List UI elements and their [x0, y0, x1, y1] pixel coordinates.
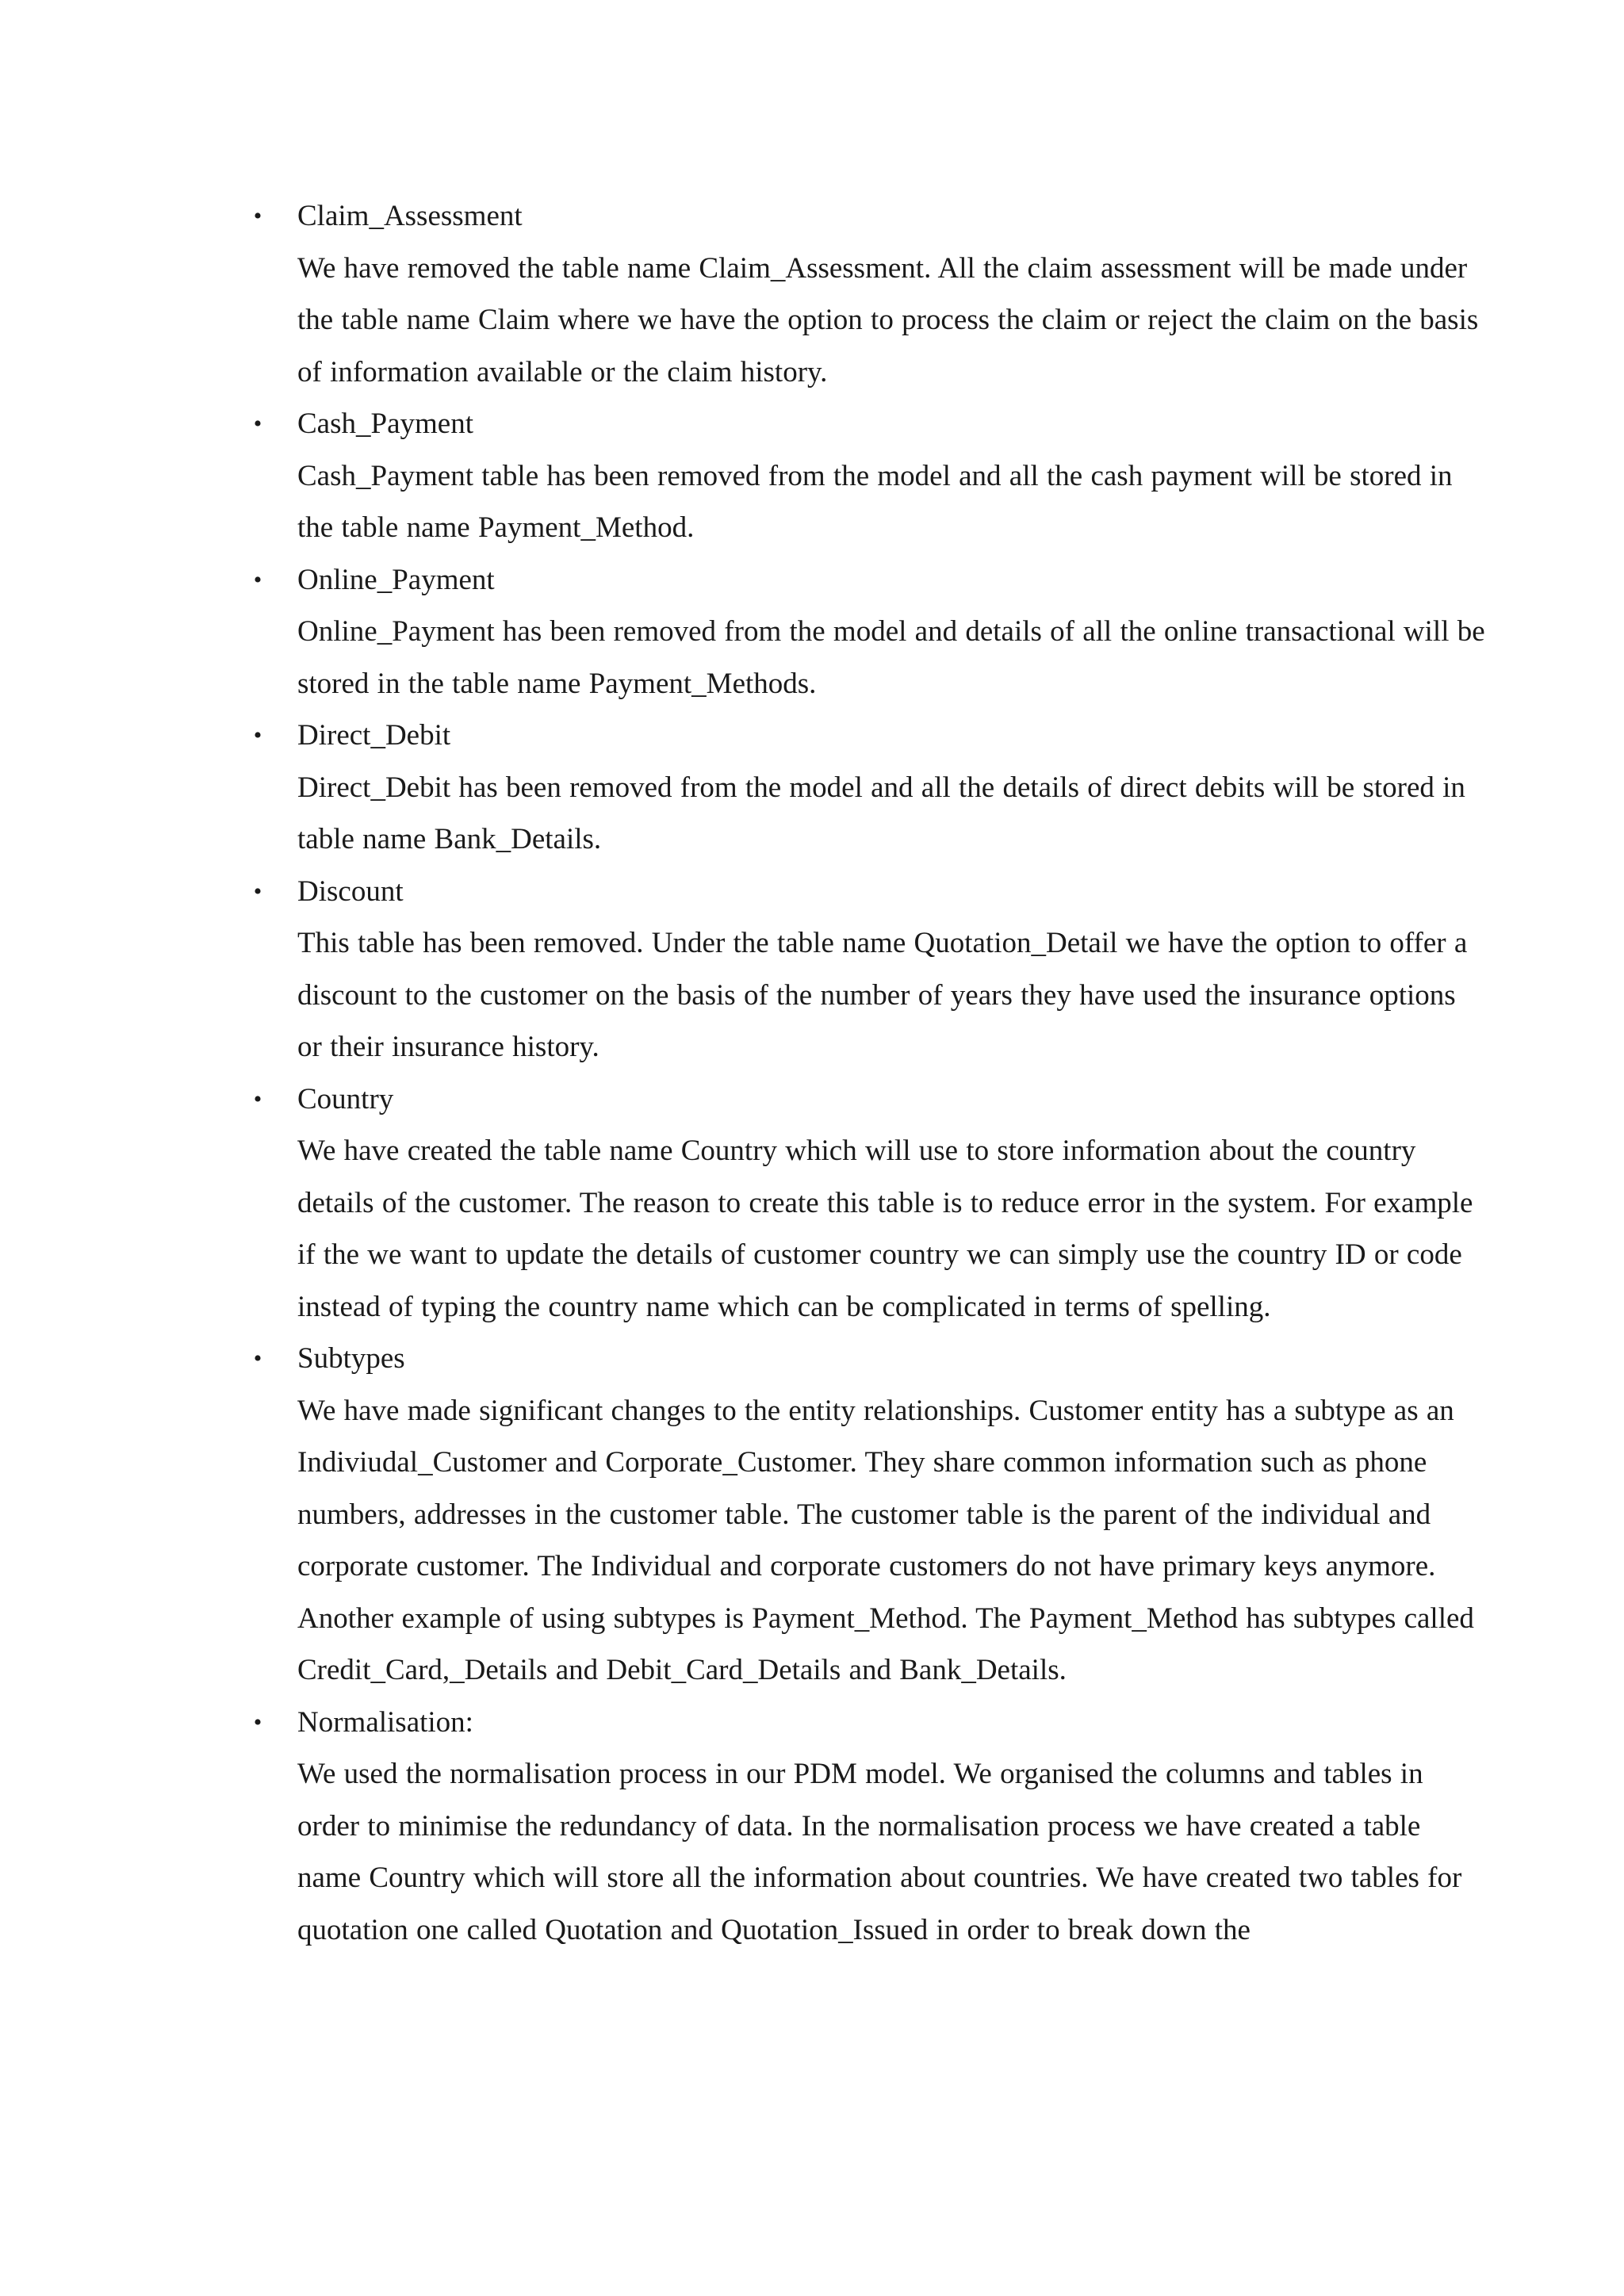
- list-item-discount: [253, 866, 1487, 1073]
- list-item-claim-assessment: [253, 190, 1487, 398]
- list-item-direct-debit: [253, 710, 1487, 866]
- bullet-icon: •: [253, 1345, 262, 1372]
- section-title: Online_Payment: [297, 563, 495, 596]
- section-body: Direct_Debit has been removed from the model and all the details of direct debits will be stored in table name Bank_Details.: [297, 771, 1465, 855]
- bullet-icon: •: [253, 878, 262, 905]
- bullet-icon: •: [253, 411, 262, 437]
- list-item-country: [253, 1073, 1487, 1334]
- bullet-icon: •: [253, 566, 262, 593]
- section-body: This table has been removed. Under the table name Quotation_Detail we have the option to offer a discount to the customer on the basis of the number of years they have used the insurance options or their insurance history.: [297, 927, 1468, 1063]
- bullet-list: [253, 190, 1487, 1956]
- section-body: Online_Payment has been removed from the model and details of all the online transactional will be stored in the table name Payment_Methods.: [297, 615, 1485, 700]
- section-body: We used the normalisation process in our PDM model. We organised the columns and tables in order to minimise the redundancy of data. In the normalisation process we have created a table name Country which will store all the information about countries. We have created two tables for quotation one called Quotation and Quotation_Issued in order to break down the: [297, 1758, 1462, 1946]
- bullet-icon: •: [253, 1709, 262, 1735]
- section-title: Country: [297, 1082, 394, 1115]
- bullet-icon: •: [253, 1085, 262, 1112]
- bullet-icon: •: [253, 203, 262, 229]
- list-item-cash-payment: [253, 398, 1487, 554]
- section-body: We have removed the table name Claim_Assessment. All the claim assessment will be made under the table name Claim where we have the option to process the claim or reject the claim on the basis of information available or the claim history.: [297, 251, 1479, 388]
- section-body: We have made significant changes to the entity relationships. Customer entity has a subtype as an Indiviudal_Customer and Corporate_Customer. They share common information such as phone numbers, addresses in the customer table. The customer table is the parent of the individual and corporate customer. The Individual and corporate customers do not have primary keys anymore. Another example of using subtypes is Payment_Method. The Payment_Method has subtypes called Credit_Card,_Details and Debit_Card_Details and Bank_Details.: [297, 1394, 1474, 1686]
- section-title: Subtypes: [297, 1342, 405, 1375]
- list-item-online-payment: [253, 554, 1487, 710]
- section-title: Direct_Debit: [297, 719, 451, 752]
- bullet-icon: •: [253, 722, 262, 748]
- list-item-subtypes: [253, 1333, 1487, 1697]
- section-title: Discount: [297, 874, 404, 908]
- section-body: We have created the table name Country which will use to store information about the country details of the customer. The reason to create this table is to reduce error in the system. For example if the we want to update the details of customer country we can simply use the country ID or code instead of typing the country name which can be complicated in terms of spelling.: [297, 1135, 1473, 1323]
- section-title: Claim_Assessment: [297, 200, 523, 232]
- list-item-normalisation: [253, 1697, 1487, 1957]
- section-title: Normalisation:: [297, 1705, 473, 1739]
- section-body: Cash_Payment table has been removed from the model and all the cash payment will be stored in the table name Payment_Method.: [297, 459, 1453, 544]
- section-title: Cash_Payment: [297, 408, 473, 440]
